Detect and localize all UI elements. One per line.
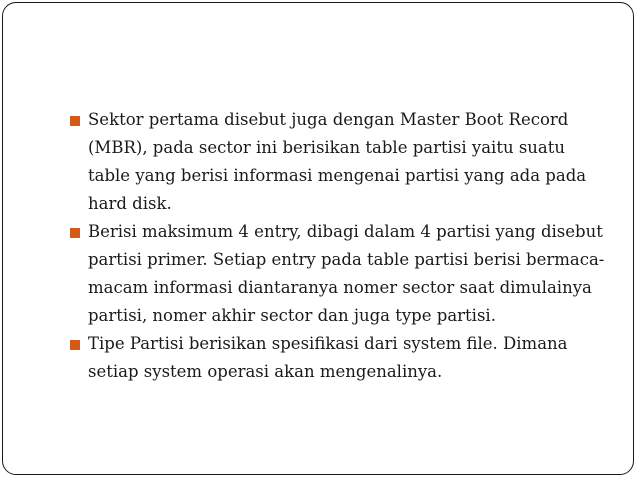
bullet-list	[70, 106, 610, 386]
bullet-text-line: Berisi maksimum 4 entry, dibagi dalam 4 partisi yang disebut	[88, 222, 603, 241]
bullet-text-line: (MBR), pada sector ini berisikan table partisi yaitu suatu	[88, 138, 566, 157]
square-bullet-icon	[70, 340, 80, 350]
bullet-item-mbr	[70, 106, 610, 218]
bullet-text-line: partisi primer. Setiap entry pada table partisi berisi bermaca-	[88, 250, 605, 269]
bullet-text-line: table yang berisi informasi mengenai partisi yang ada pada	[88, 166, 587, 185]
bullet-text-line: macam informasi diantaranya nomer sector saat dimulainya	[88, 278, 592, 297]
bullet-text-line: Sektor pertama disebut juga dengan Master Boot Record	[88, 110, 569, 129]
square-bullet-icon	[70, 228, 80, 238]
bullet-text-line: Tipe Partisi berisikan spesifikasi dari system file. Dimana	[88, 334, 568, 353]
bullet-text-line: partisi, nomer akhir sector dan juga type partisi.	[88, 306, 496, 325]
bullet-text-line: hard disk.	[88, 194, 172, 213]
bullet-item-partition-type	[70, 330, 610, 386]
bullet-text-line: setiap system operasi akan mengenalinya.	[88, 362, 443, 381]
square-bullet-icon	[70, 116, 80, 126]
bullet-item-entries	[70, 218, 610, 330]
